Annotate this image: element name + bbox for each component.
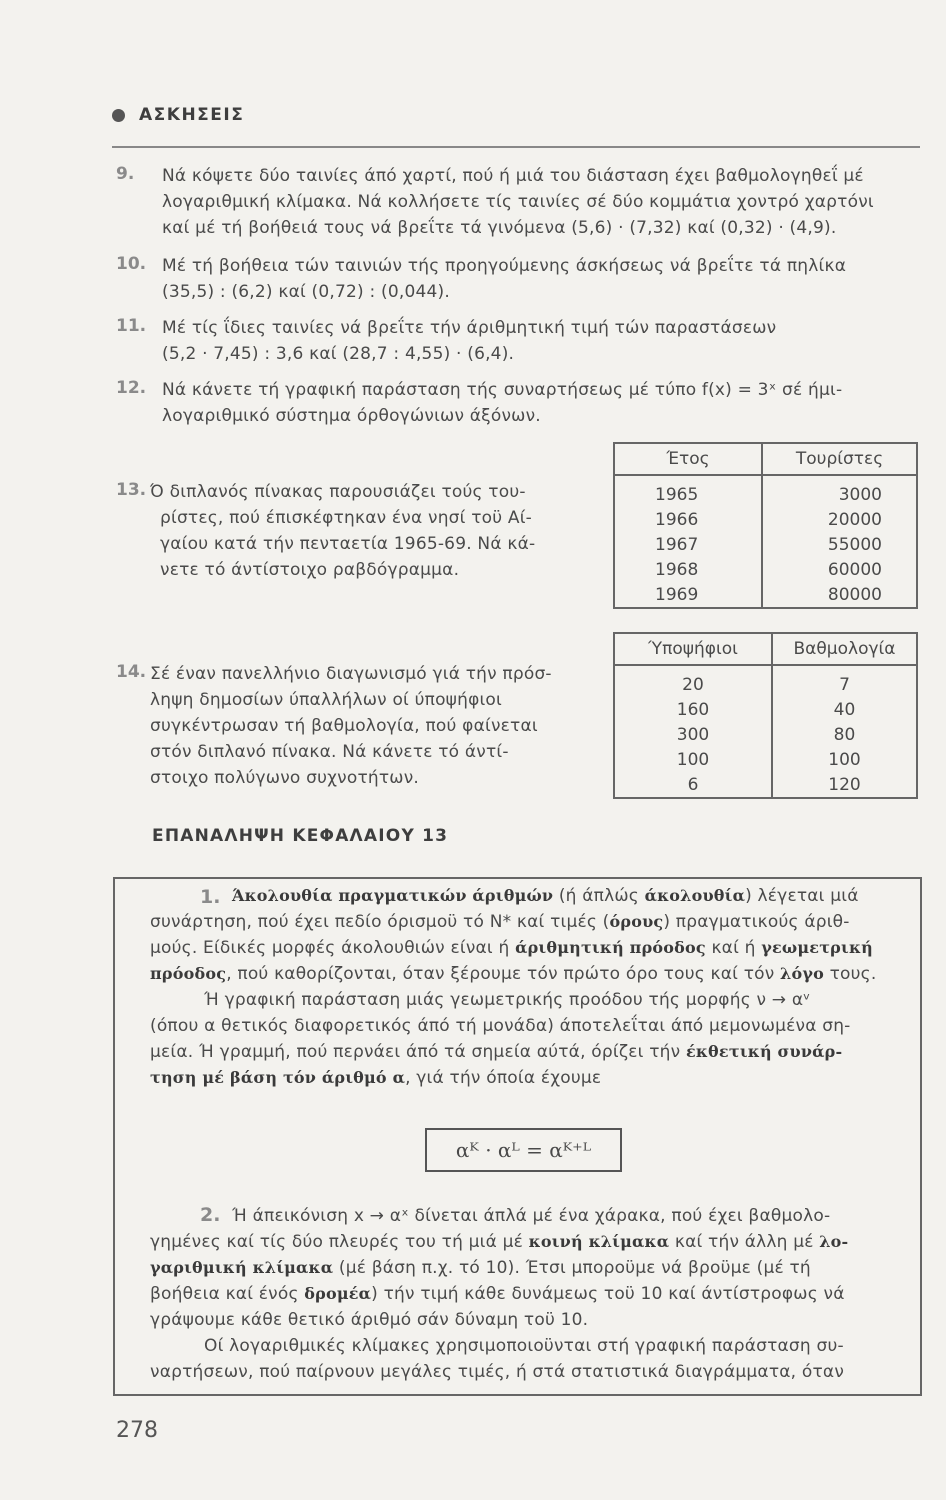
table-row — [614, 697, 917, 722]
table-row — [614, 507, 917, 532]
table-cell: 100 — [614, 747, 772, 772]
table-cell: 7 — [772, 665, 917, 697]
exercise-text-line: Νά κόψετε δύο ταινίες άπό χαρτί, πού ή μιά του διάσταση έχει βαθμολογηθεΐ μέ — [162, 166, 864, 186]
exercise-text-line: ληψη δημοσίων ύπαλλήλων οί ύποψήφιοι — [150, 690, 502, 710]
table-cell: 60000 — [762, 557, 917, 582]
header-divider — [112, 146, 920, 148]
summary-line: γαριθμική κλίμακα (μέ βάση π.χ. τό 10). Έτσι μποροϋμε νά βροϋμε (μέ τή — [150, 1258, 811, 1278]
exercise-text-line: στόν διπλανό πίνακα. Νά κάνετε τό άντί- — [150, 742, 509, 762]
summary-line: Ή άπεικόνιση x → αˣ δίνεται άπλά μέ ένα χάρακα, πού έχει βαθμολο- — [232, 1206, 831, 1226]
exercise-text-line: ρίστες, πού έπισκέφτηκαν ένα νησί τοϋ Αί- — [160, 508, 532, 528]
summary-line: τηση μέ βάση τόν άριθμό α, γιά τήν όποία έχουμε — [150, 1068, 602, 1088]
table-header-row — [614, 633, 917, 665]
table-cell: 1967 — [614, 532, 762, 557]
table-row — [614, 665, 917, 697]
table-row — [614, 532, 917, 557]
exercise-number: 9. — [116, 164, 135, 184]
table-cell: 6 — [614, 772, 772, 798]
table-cell: 120 — [772, 772, 917, 798]
exercise-text-line: Ό διπλανός πίνακας παρουσιάζει τούς του- — [150, 482, 526, 502]
exercise-number: 14. — [116, 662, 147, 682]
exercise-text-line: λογαριθμικό σύστημα όρθογώνιων άξόνων. — [162, 406, 541, 426]
summary-number: 2. — [200, 1204, 221, 1226]
summary-line: (όπου α θετικός διαφορετικός άπό τή μονάδα) άποτελεΐται άπό μεμονωμένα ση- — [150, 1016, 851, 1036]
exercise-text-line: συγκέντρωσαν τή βαθμολογία, πού φαίνεται — [150, 716, 538, 736]
table-cell: 1969 — [614, 582, 762, 608]
table-cell: 80 — [772, 722, 917, 747]
exercise-text-line: Σέ έναν πανελλήνιο διαγωνισμό γιά τήν πρόσ- — [150, 664, 552, 684]
table-row — [614, 557, 917, 582]
table-cell: 300 — [614, 722, 772, 747]
exercise-number: 11. — [116, 316, 147, 336]
table-cell: 40 — [772, 697, 917, 722]
candidates-table — [613, 632, 918, 799]
summary-line: συνάρτηση, πού έχει πεδίο όρισμοϋ τό Ν* καί τιμές (όρους) πραγματικούς άριθ- — [150, 912, 850, 932]
table-cell: 80000 — [762, 582, 917, 608]
table-cell: 100 — [772, 747, 917, 772]
summary-line: μεία. Ή γραμμή, πού περνάει άπό τά σημεία αύτά, όρίζει τήν έκθετική συνάρ- — [150, 1042, 843, 1062]
table-row — [614, 722, 917, 747]
table-cell: 55000 — [762, 532, 917, 557]
table-cell: 160 — [614, 697, 772, 722]
exercise-text-line: στοιχο πολύγωνο συχνοτήτων. — [150, 768, 420, 788]
summary-line: πρόοδος, πού καθορίζονται, όταν ξέρουμε τόν πρώτο όρο τους καί τόν λόγο τους. — [150, 964, 877, 984]
exercise-text-line: γαίου κατά τήν πενταετία 1965-69. Νά κά- — [160, 534, 536, 554]
summary-line: Άκολουθία πραγματικών άριθμών (ή άπλώς άκολουθία) λέγεται μιά — [232, 886, 859, 906]
section-title: ΑΣΚΗΣΕΙΣ — [139, 105, 245, 125]
summary-line: γημένες καί τίς δύο πλευρές του τή μιά μέ κοινή κλίμακα καί τήν άλλη μέ λο- — [150, 1232, 849, 1252]
exercise-text-line: Μέ τίς ΐδιες ταινίες νά βρεΐτε τήν άριθμητική τιμή τών παραστάσεων — [162, 318, 777, 338]
summary-line: ναρτήσεων, πού παίρνουν μεγάλες τιμές, ή στά στατιστικά διαγράμματα, όταν — [150, 1362, 845, 1382]
table-row — [614, 582, 917, 608]
table-cell: 3000 — [762, 475, 917, 507]
table-header-row — [614, 443, 917, 475]
summary-line: Οί λογαριθμικές κλίμακες χρησιμοποιοϋνται στή γραφική παράσταση συ- — [204, 1336, 844, 1356]
table-cell: 1968 — [614, 557, 762, 582]
exercise-number: 13. — [116, 480, 147, 500]
tourists-table — [613, 442, 918, 609]
formula-box: αᴷ · αᴸ = αᴷ⁺ᴸ — [425, 1128, 622, 1172]
exercise-text-line: λογαριθμική κλίμακα. Νά κολλήσετε τίς ταινίες σέ δύο κομμάτια χοντρό χαρτόνι — [162, 192, 874, 212]
summary-line: βοήθεια καί ένός δρομέα) τήν τιμή κάθε δυνάμεως τοϋ 10 καί άντίστροφως νά — [150, 1284, 845, 1304]
table-header-cell: Τουρίστες — [762, 443, 917, 475]
exercise-text-line: Νά κάνετε τή γραφική παράσταση τής συναρτήσεως μέ τύπο f(x) = 3ˣ σέ ήμι- — [162, 380, 843, 400]
exercise-number: 12. — [116, 378, 147, 398]
exercise-text-line: Μέ τή βοήθεια τών ταινιών τής προηγούμενης άσκήσεως νά βρεΐτε τά πηλίκα — [162, 256, 847, 276]
table-cell: 20000 — [762, 507, 917, 532]
table-header-cell: Βαθμολογία — [772, 633, 917, 665]
exercise-text-line: καί μέ τή βοήθειά τους νά βρεΐτε τά γινόμενα (5,6) · (7,32) καί (0,32) · (4,9). — [162, 218, 837, 238]
table-cell: 1965 — [614, 475, 762, 507]
table-cell: 20 — [614, 665, 772, 697]
exercise-number: 10. — [116, 254, 147, 274]
section-header — [112, 105, 244, 125]
table-row — [614, 475, 917, 507]
table-cell: 1966 — [614, 507, 762, 532]
exercise-text-line: νετε τό άντίστοιχο ραβδόγραμμα. — [160, 560, 460, 580]
summary-line: μούς. Είδικές μορφές άκολουθιών είναι ή άριθμητική πρόοδος καί ή γεωμετρική — [150, 938, 873, 958]
chapter-title: ΕΠΑΝΑΛΗΨΗ ΚΕΦΑΛΑΙΟΥ 13 — [152, 826, 449, 846]
summary-line: Ή γραφική παράσταση μιάς γεωμετρικής προόδου τής μορφής ν → αᵛ — [204, 990, 811, 1010]
table-row — [614, 772, 917, 798]
table-row — [614, 747, 917, 772]
exercise-text-line: (5,2 · 7,45) : 3,6 καί (28,7 : 4,55) · (6,4). — [162, 344, 515, 364]
table-header-cell: Έτος — [614, 443, 762, 475]
summary-number: 1. — [200, 886, 221, 908]
table-header-cell: Ύποψήφιοι — [614, 633, 772, 665]
summary-line: γράψουμε κάθε θετικό άριθμό σάν δύναμη τοϋ 10. — [150, 1310, 589, 1330]
bullet-icon — [112, 109, 125, 122]
page-number: 278 — [116, 1418, 158, 1443]
exercise-text-line: (35,5) : (6,2) καί (0,72) : (0,044). — [162, 282, 450, 302]
